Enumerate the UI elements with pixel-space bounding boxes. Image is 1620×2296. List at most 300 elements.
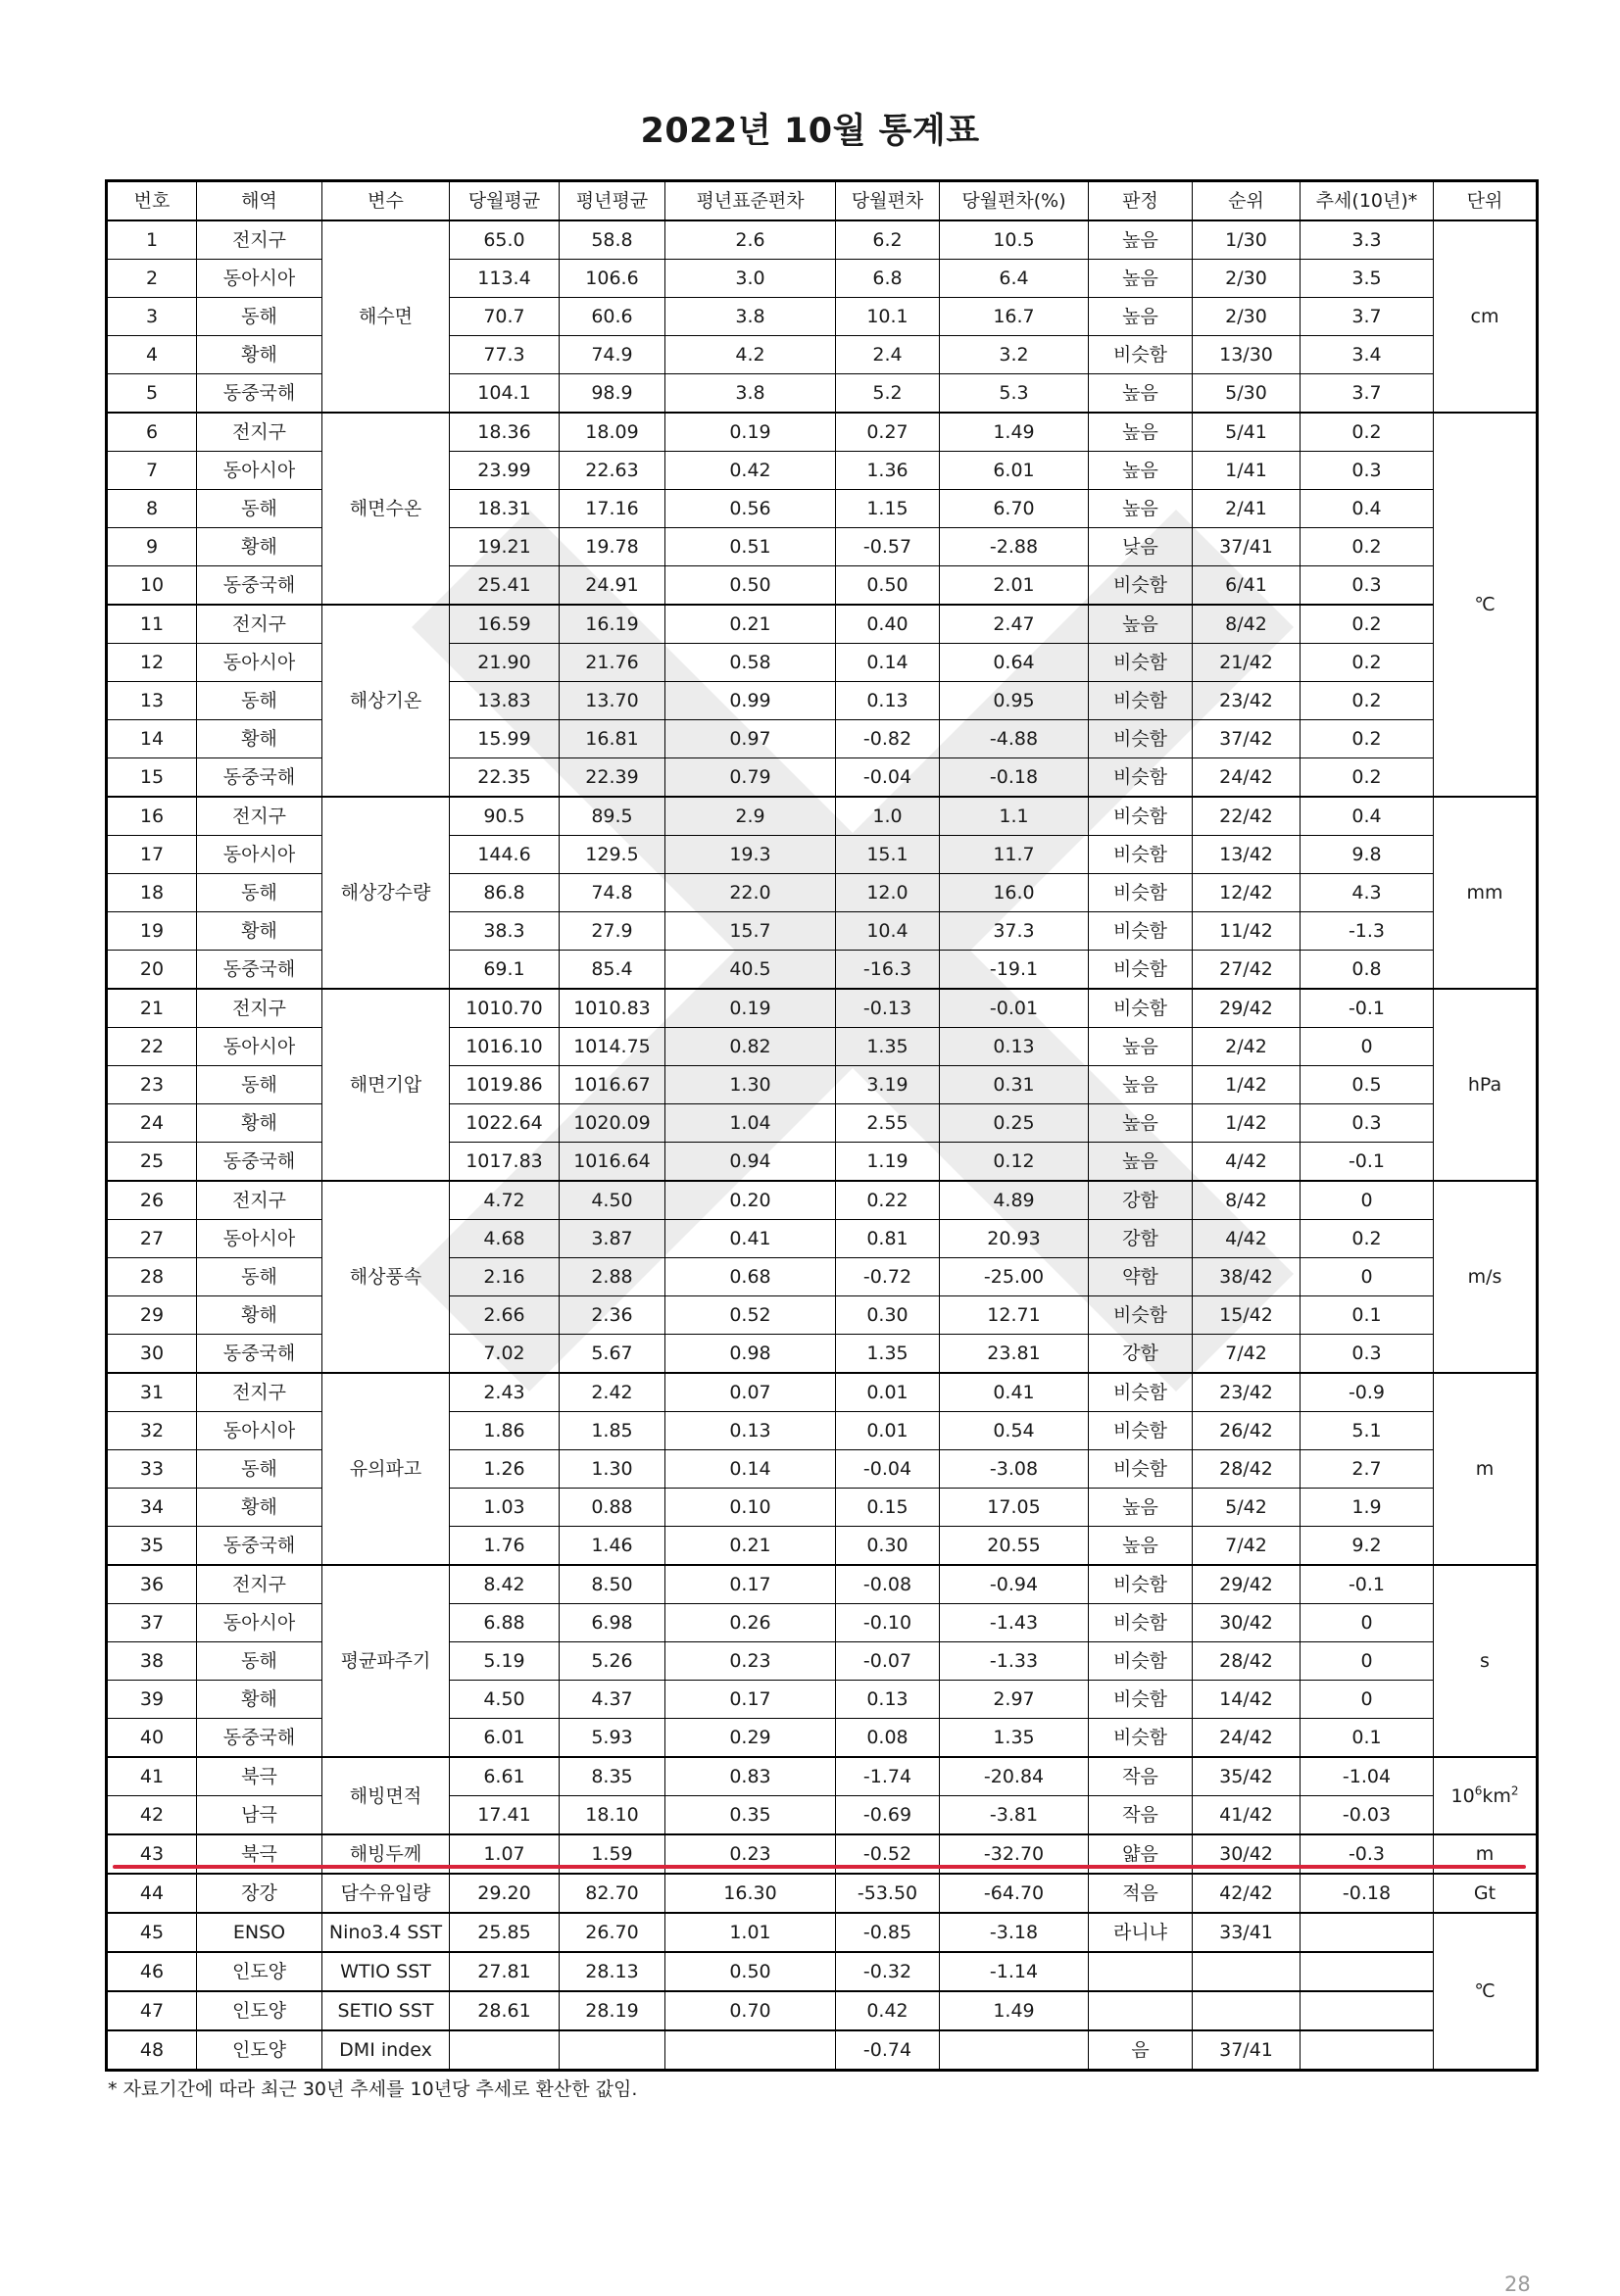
cell-normal-std: 0.79 (665, 758, 836, 798)
cell-current-anomaly-pct: 10.5 (940, 220, 1089, 260)
cell-judgement: 비슷함 (1089, 1642, 1193, 1681)
cell-current-mean: 22.35 (450, 758, 560, 798)
cell-trend: 3.7 (1301, 298, 1434, 336)
cell-rank: 5/41 (1193, 413, 1301, 452)
table-row (107, 1104, 1538, 1143)
cell-normal-std: 22.0 (665, 874, 836, 912)
cell-region: 동중국해 (197, 1143, 322, 1182)
cell-current-anomaly-pct: -20.84 (940, 1757, 1089, 1796)
table-row (107, 1296, 1538, 1335)
cell-region: 황해 (197, 528, 322, 566)
cell-normal-std: 0.19 (665, 989, 836, 1028)
cell-row-number: 39 (107, 1681, 197, 1719)
cell-region: 동중국해 (197, 1335, 322, 1374)
cell-normal-mean: 2.88 (560, 1258, 665, 1296)
cell-variable: 담수유입량 (322, 1874, 450, 1913)
cell-rank: 7/42 (1193, 1527, 1301, 1566)
cell-normal-mean: 8.50 (560, 1565, 665, 1604)
cell-region: 황해 (197, 336, 322, 374)
cell-current-anomaly-pct: 2.97 (940, 1681, 1089, 1719)
cell-trend: 0.2 (1301, 605, 1434, 644)
cell-judgement: 비슷함 (1089, 1681, 1193, 1719)
cell-row-number: 28 (107, 1258, 197, 1296)
table-row (107, 1450, 1538, 1489)
cell-judgement: 높음 (1089, 1104, 1193, 1143)
cell-current-mean: 4.68 (450, 1220, 560, 1258)
cell-rank: 1/42 (1193, 1066, 1301, 1104)
cell-normal-std: 0.23 (665, 1834, 836, 1874)
cell-row-number: 9 (107, 528, 197, 566)
cell-current-anomaly-pct: -1.33 (940, 1642, 1089, 1681)
cell-trend: 0.2 (1301, 644, 1434, 682)
cell-region: 동중국해 (197, 374, 322, 414)
cell-judgement (1089, 1991, 1193, 2030)
table-row (107, 490, 1538, 528)
cell-normal-mean: 5.93 (560, 1719, 665, 1758)
table-row (107, 1757, 1538, 1796)
table-row (107, 1373, 1538, 1412)
cell-trend: 3.3 (1301, 220, 1434, 260)
cell-trend: 1.9 (1301, 1489, 1434, 1527)
cell-normal-std: 0.14 (665, 1450, 836, 1489)
cell-rank: 41/42 (1193, 1796, 1301, 1835)
highlight-underline (113, 1865, 1526, 1869)
column-header: 단위 (1434, 181, 1538, 221)
cell-current-mean: 19.21 (450, 528, 560, 566)
cell-rank: 28/42 (1193, 1642, 1301, 1681)
cell-rank: 37/41 (1193, 2030, 1301, 2071)
cell-normal-std: 0.21 (665, 1527, 836, 1566)
cell-row-number: 23 (107, 1066, 197, 1104)
cell-normal-mean: 85.4 (560, 951, 665, 990)
cell-normal-std: 1.04 (665, 1104, 836, 1143)
cell-current-anomaly: -0.04 (836, 1450, 940, 1489)
cell-unit (1434, 413, 1538, 797)
cell-region: 동아시아 (197, 452, 322, 490)
cell-current-anomaly-pct: 12.71 (940, 1296, 1089, 1335)
cell-current-mean: 16.59 (450, 605, 560, 644)
cell-region: 동아시아 (197, 836, 322, 874)
footnote: * 자료기간에 따라 최근 30년 추세를 10년당 추세로 환산한 값임. (108, 2078, 638, 2100)
cell-row-number: 5 (107, 374, 197, 414)
cell-current-mean: 69.1 (450, 951, 560, 990)
cell-current-anomaly-pct: 1.1 (940, 797, 1089, 836)
table-row (107, 1874, 1538, 1913)
cell-current-anomaly: 3.19 (836, 1066, 940, 1104)
cell-current-anomaly-pct: 6.4 (940, 260, 1089, 298)
cell-normal-mean: 74.8 (560, 874, 665, 912)
cell-current-anomaly-pct: 6.01 (940, 452, 1089, 490)
cell-row-number: 3 (107, 298, 197, 336)
cell-normal-mean: 1.30 (560, 1450, 665, 1489)
cell-judgement (1089, 1952, 1193, 1991)
cell-rank: 37/41 (1193, 528, 1301, 566)
cell-current-anomaly-pct: -64.70 (940, 1874, 1089, 1913)
cell-normal-std: 0.17 (665, 1565, 836, 1604)
cell-judgement: 비슷함 (1089, 874, 1193, 912)
table-row (107, 566, 1538, 606)
cell-current-anomaly: 0.13 (836, 682, 940, 720)
cell-current-anomaly-pct: 2.01 (940, 566, 1089, 606)
cell-rank: 30/42 (1193, 1834, 1301, 1874)
cell-current-anomaly-pct: -0.94 (940, 1565, 1089, 1604)
cell-normal-mean: 8.35 (560, 1757, 665, 1796)
cell-normal-std: 0.52 (665, 1296, 836, 1335)
cell-row-number: 35 (107, 1527, 197, 1566)
cell-current-anomaly: 1.36 (836, 452, 940, 490)
cell-judgement: 라니냐 (1089, 1913, 1193, 1952)
cell-normal-std: 16.30 (665, 1874, 836, 1913)
cell-judgement: 높음 (1089, 1066, 1193, 1104)
cell-judgement: 높음 (1089, 220, 1193, 260)
cell-current-anomaly-pct: 1.49 (940, 1991, 1089, 2030)
cell-rank: 11/42 (1193, 912, 1301, 951)
cell-current-anomaly-pct: 1.35 (940, 1719, 1089, 1758)
cell-unit (1434, 797, 1538, 989)
cell-row-number: 2 (107, 260, 197, 298)
table-row (107, 989, 1538, 1028)
table-row (107, 1028, 1538, 1066)
cell-region: 북극 (197, 1834, 322, 1874)
cell-normal-std: 0.98 (665, 1335, 836, 1374)
cell-judgement: 강함 (1089, 1335, 1193, 1374)
unit-text: s (1480, 1650, 1490, 1672)
column-header: 판정 (1089, 181, 1193, 221)
cell-row-number: 12 (107, 644, 197, 682)
cell-normal-mean: 89.5 (560, 797, 665, 836)
cell-normal-mean: 98.9 (560, 374, 665, 414)
cell-trend: -1.04 (1301, 1757, 1434, 1796)
cell-rank: 22/42 (1193, 797, 1301, 836)
cell-judgement: 강함 (1089, 1220, 1193, 1258)
cell-trend: 0.1 (1301, 1296, 1434, 1335)
cell-rank: 2/41 (1193, 490, 1301, 528)
cell-row-number: 14 (107, 720, 197, 758)
cell-region: 황해 (197, 1104, 322, 1143)
column-header: 추세(10년)* (1301, 181, 1434, 221)
cell-row-number: 38 (107, 1642, 197, 1681)
cell-normal-mean: 58.8 (560, 220, 665, 260)
cell-judgement: 비슷함 (1089, 758, 1193, 798)
cell-current-anomaly-pct: 5.3 (940, 374, 1089, 414)
cell-rank: 23/42 (1193, 682, 1301, 720)
cell-region: 동아시아 (197, 1412, 322, 1450)
cell-trend: 0.2 (1301, 758, 1434, 798)
cell-normal-mean: 18.09 (560, 413, 665, 452)
cell-region: 동해 (197, 874, 322, 912)
cell-current-mean: 1010.70 (450, 989, 560, 1028)
cell-judgement: 비슷함 (1089, 951, 1193, 990)
cell-judgement: 강함 (1089, 1181, 1193, 1220)
cell-trend: 0.3 (1301, 1335, 1434, 1374)
cell-rank: 15/42 (1193, 1296, 1301, 1335)
cell-trend: 0.2 (1301, 720, 1434, 758)
cell-rank: 35/42 (1193, 1757, 1301, 1796)
unit-text: m (1475, 1843, 1495, 1865)
unit-superscript: 6 (1474, 1783, 1483, 1798)
cell-region: 전지구 (197, 1565, 322, 1604)
cell-trend: 0 (1301, 1258, 1434, 1296)
cell-current-anomaly: 0.42 (836, 1991, 940, 2030)
cell-current-mean: 1.26 (450, 1450, 560, 1489)
cell-trend: 9.8 (1301, 836, 1434, 874)
cell-current-anomaly: 0.81 (836, 1220, 940, 1258)
cell-trend: 0 (1301, 1642, 1434, 1681)
cell-normal-std: 0.10 (665, 1489, 836, 1527)
table-row (107, 528, 1538, 566)
table-row (107, 874, 1538, 912)
cell-row-number: 1 (107, 220, 197, 260)
cell-normal-std: 0.41 (665, 1220, 836, 1258)
cell-current-mean: 1022.64 (450, 1104, 560, 1143)
cell-trend: -0.1 (1301, 1565, 1434, 1604)
column-header: 당월편차(%) (940, 181, 1089, 221)
cell-current-mean: 77.3 (450, 336, 560, 374)
cell-variable: 유의파고 (322, 1373, 450, 1565)
cell-normal-mean: 24.91 (560, 566, 665, 606)
cell-unit (1434, 1874, 1538, 1913)
cell-normal-std: 0.70 (665, 1991, 836, 2030)
cell-rank: 28/42 (1193, 1450, 1301, 1489)
cell-current-anomaly: 0.08 (836, 1719, 940, 1758)
table-row (107, 298, 1538, 336)
cell-current-anomaly: -0.85 (836, 1913, 940, 1952)
cell-normal-mean: 2.42 (560, 1373, 665, 1412)
cell-trend: 0.3 (1301, 452, 1434, 490)
table-row (107, 912, 1538, 951)
table-row (107, 1335, 1538, 1374)
unit-text: 10 (1450, 1784, 1475, 1807)
column-header: 해역 (197, 181, 322, 221)
cell-current-anomaly: 5.2 (836, 374, 940, 414)
cell-row-number: 19 (107, 912, 197, 951)
cell-current-mean: 25.41 (450, 566, 560, 606)
cell-judgement: 비슷함 (1089, 644, 1193, 682)
cell-rank: 5/30 (1193, 374, 1301, 414)
cell-judgement: 얇음 (1089, 1834, 1193, 1874)
cell-normal-mean: 22.39 (560, 758, 665, 798)
table-row (107, 1412, 1538, 1450)
cell-current-anomaly: 0.27 (836, 413, 940, 452)
cell-rank: 38/42 (1193, 1258, 1301, 1296)
cell-judgement: 적음 (1089, 1874, 1193, 1913)
cell-judgement: 비슷함 (1089, 566, 1193, 606)
cell-judgement: 비슷함 (1089, 1296, 1193, 1335)
cell-normal-std: 4.2 (665, 336, 836, 374)
cell-region: 동해 (197, 1066, 322, 1104)
cell-rank: 12/42 (1193, 874, 1301, 912)
cell-row-number: 17 (107, 836, 197, 874)
cell-current-anomaly: 0.15 (836, 1489, 940, 1527)
cell-rank (1193, 1952, 1301, 1991)
cell-current-anomaly-pct: 11.7 (940, 836, 1089, 874)
table-row (107, 682, 1538, 720)
cell-current-anomaly-pct: 23.81 (940, 1335, 1089, 1374)
cell-judgement: 약함 (1089, 1258, 1193, 1296)
cell-row-number: 30 (107, 1335, 197, 1374)
cell-trend: 0.2 (1301, 1220, 1434, 1258)
cell-unit (1434, 1913, 1538, 2071)
cell-row-number: 21 (107, 989, 197, 1028)
cell-judgement: 비슷함 (1089, 1604, 1193, 1642)
cell-current-mean: 1019.86 (450, 1066, 560, 1104)
cell-region: 황해 (197, 720, 322, 758)
cell-normal-std: 1.01 (665, 1913, 836, 1952)
cell-judgement: 높음 (1089, 452, 1193, 490)
cell-current-anomaly: -0.13 (836, 989, 940, 1028)
cell-current-anomaly: 0.30 (836, 1527, 940, 1566)
cell-current-anomaly: -0.69 (836, 1796, 940, 1835)
cell-current-mean: 4.72 (450, 1181, 560, 1220)
cell-trend: -0.3 (1301, 1834, 1434, 1874)
cell-rank: 5/42 (1193, 1489, 1301, 1527)
cell-rank: 29/42 (1193, 989, 1301, 1028)
cell-current-mean: 2.43 (450, 1373, 560, 1412)
cell-variable: 해면수온 (322, 413, 450, 605)
cell-trend: 0.2 (1301, 528, 1434, 566)
cell-region: 동해 (197, 682, 322, 720)
cell-trend: 0 (1301, 1181, 1434, 1220)
cell-row-number: 11 (107, 605, 197, 644)
cell-region: 동중국해 (197, 1527, 322, 1566)
unit-superscript: 2 (1510, 1783, 1519, 1798)
cell-current-anomaly-pct: -32.70 (940, 1834, 1089, 1874)
cell-current-anomaly-pct: -3.81 (940, 1796, 1089, 1835)
cell-current-anomaly-pct: 6.70 (940, 490, 1089, 528)
cell-normal-mean: 0.88 (560, 1489, 665, 1527)
cell-normal-mean: 18.10 (560, 1796, 665, 1835)
cell-rank: 33/41 (1193, 1913, 1301, 1952)
cell-current-anomaly: -0.52 (836, 1834, 940, 1874)
cell-unit (1434, 1181, 1538, 1373)
cell-current-mean: 7.02 (450, 1335, 560, 1374)
cell-row-number: 33 (107, 1450, 197, 1489)
cell-rank: 2/30 (1193, 260, 1301, 298)
cell-region: 장강 (197, 1874, 322, 1913)
cell-unit (1434, 989, 1538, 1181)
cell-normal-std: 40.5 (665, 951, 836, 990)
cell-current-anomaly: 0.50 (836, 566, 940, 606)
cell-current-mean: 86.8 (450, 874, 560, 912)
cell-current-mean: 23.99 (450, 452, 560, 490)
cell-region: 황해 (197, 1489, 322, 1527)
cell-normal-mean: 106.6 (560, 260, 665, 298)
cell-normal-std: 3.0 (665, 260, 836, 298)
cell-current-mean: 21.90 (450, 644, 560, 682)
cell-current-anomaly: -0.74 (836, 2030, 940, 2071)
unit-text: m/s (1467, 1266, 1502, 1288)
cell-current-anomaly-pct: 0.31 (940, 1066, 1089, 1104)
cell-variable: 해면기압 (322, 989, 450, 1181)
cell-rank: 21/42 (1193, 644, 1301, 682)
table-row (107, 605, 1538, 644)
cell-judgement: 비슷함 (1089, 682, 1193, 720)
cell-region: 황해 (197, 912, 322, 951)
cell-rank: 4/42 (1193, 1143, 1301, 1182)
cell-current-anomaly-pct: 0.12 (940, 1143, 1089, 1182)
cell-current-mean: 1.86 (450, 1412, 560, 1450)
cell-current-anomaly: 0.22 (836, 1181, 940, 1220)
column-header: 당월평균 (450, 181, 560, 221)
cell-current-mean: 1.76 (450, 1527, 560, 1566)
cell-normal-std: 0.58 (665, 644, 836, 682)
cell-current-anomaly-pct: -3.08 (940, 1450, 1089, 1489)
cell-trend: 3.4 (1301, 336, 1434, 374)
cell-region: 동아시아 (197, 644, 322, 682)
cell-normal-mean (560, 2030, 665, 2071)
cell-trend: 5.1 (1301, 1412, 1434, 1450)
cell-normal-mean: 129.5 (560, 836, 665, 874)
table-row (107, 644, 1538, 682)
cell-normal-mean: 3.87 (560, 1220, 665, 1258)
cell-current-mean: 113.4 (450, 260, 560, 298)
cell-normal-mean: 17.16 (560, 490, 665, 528)
cell-current-anomaly: -0.10 (836, 1604, 940, 1642)
cell-variable: 해수면 (322, 220, 450, 413)
cell-region: 인도양 (197, 1952, 322, 1991)
cell-normal-mean: 6.98 (560, 1604, 665, 1642)
table-row (107, 951, 1538, 990)
cell-current-anomaly: 1.35 (836, 1335, 940, 1374)
cell-region: 황해 (197, 1681, 322, 1719)
cell-current-anomaly: 15.1 (836, 836, 940, 874)
cell-current-anomaly-pct: 20.55 (940, 1527, 1089, 1566)
cell-current-mean: 90.5 (450, 797, 560, 836)
cell-unit (1434, 220, 1538, 413)
table-row (107, 1143, 1538, 1182)
cell-trend: 0.3 (1301, 1104, 1434, 1143)
table-row (107, 1565, 1538, 1604)
cell-rank: 13/30 (1193, 336, 1301, 374)
cell-row-number: 15 (107, 758, 197, 798)
cell-normal-mean: 28.13 (560, 1952, 665, 1991)
cell-normal-std: 0.56 (665, 490, 836, 528)
cell-current-mean: 70.7 (450, 298, 560, 336)
cell-normal-std: 0.19 (665, 413, 836, 452)
cell-current-anomaly: -0.57 (836, 528, 940, 566)
unit-suffix: km (1482, 1784, 1511, 1807)
cell-current-anomaly: -0.82 (836, 720, 940, 758)
cell-current-anomaly: 2.4 (836, 336, 940, 374)
cell-region: ENSO (197, 1913, 322, 1952)
cell-region: 인도양 (197, 2030, 322, 2071)
cell-rank: 6/41 (1193, 566, 1301, 606)
cell-rank: 13/42 (1193, 836, 1301, 874)
cell-current-anomaly: 0.40 (836, 605, 940, 644)
cell-trend (1301, 1913, 1434, 1952)
cell-current-mean: 17.41 (450, 1796, 560, 1835)
cell-current-mean: 13.83 (450, 682, 560, 720)
cell-row-number: 31 (107, 1373, 197, 1412)
cell-normal-mean: 60.6 (560, 298, 665, 336)
cell-unit (1434, 1373, 1538, 1565)
cell-current-anomaly: -0.32 (836, 1952, 940, 1991)
cell-rank (1193, 1991, 1301, 2030)
unit-text: Gt (1473, 1882, 1497, 1904)
cell-region: 북극 (197, 1757, 322, 1796)
cell-current-mean: 18.31 (450, 490, 560, 528)
cell-current-anomaly-pct: 17.05 (940, 1489, 1089, 1527)
cell-judgement: 높음 (1089, 1489, 1193, 1527)
cell-variable: 해상풍속 (322, 1181, 450, 1373)
cell-variable: WTIO SST (322, 1952, 450, 1991)
cell-normal-std: 1.30 (665, 1066, 836, 1104)
table-row (107, 336, 1538, 374)
table-row (107, 1796, 1538, 1835)
page-number: 28 (1504, 2272, 1531, 2296)
cell-rank: 30/42 (1193, 1604, 1301, 1642)
cell-variable: DMI index (322, 2030, 450, 2071)
